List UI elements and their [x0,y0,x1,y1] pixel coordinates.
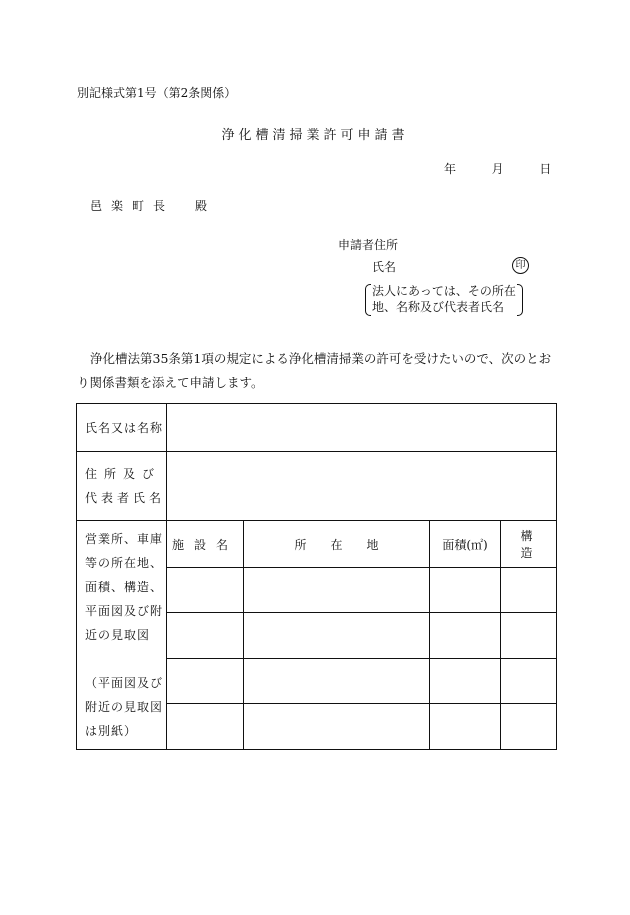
bracket-right [517,284,523,316]
facility-location-cell[interactable] [244,704,430,750]
address-label-line-2: 代表者氏名 [85,491,166,505]
corp-note-line-2: 地、名称及び代表者氏名 [372,300,505,314]
facility-structure-cell[interactable] [501,704,557,750]
facility-name-cell[interactable] [167,704,244,750]
facility-location-cell[interactable] [244,659,430,704]
row-address [77,452,557,521]
header-facility-name: 施設名 [167,521,244,568]
corporation-note [366,283,522,315]
facility-name-cell[interactable] [167,568,244,613]
bracket-left [365,284,371,316]
facility-area-cell[interactable] [430,704,501,750]
address-input-cell[interactable] [167,452,557,521]
application-table [76,403,557,750]
name-label-cell [77,404,167,452]
address-label-line-1: 住所及び [85,467,162,481]
facility-name-cell[interactable] [167,659,244,704]
facility-note-line-2: 附近の見取図 [85,700,164,714]
name-label: 氏名又は名称 [85,420,164,435]
facility-label-line-5: 近の見取図 [85,628,151,642]
facility-note-line-1: （平面図及び [85,676,164,690]
form-reference: 別記様式第1号（第2条関係） [77,86,237,100]
facility-label-line-4: 平面図及び附 [85,604,164,618]
facility-area-cell[interactable] [430,568,501,613]
row-name [77,404,557,452]
facility-structure-cell[interactable] [501,659,557,704]
name-input-cell[interactable] [167,404,557,452]
facility-structure-cell[interactable] [501,568,557,613]
applicant-name-label: 氏名 [372,260,397,274]
date-year-label: 年 [444,162,457,176]
addressee: 邑楽町長 殿 [90,199,217,213]
seal-icon: 印 [512,257,529,274]
document-title: 浄化槽清掃業許可申請書 [221,128,409,143]
applicant-address-label: 申請者住所 [338,238,399,252]
date-day-label: 日 [539,162,552,176]
address-label-cell [77,452,167,521]
facility-label-line-3: 面積、構造、 [85,580,164,594]
header-location: 所 在 地 [244,521,430,568]
date-line [444,160,551,177]
facility-note-line-3: は別紙） [85,724,138,738]
facility-structure-cell[interactable] [501,613,557,659]
facility-label-cell [77,521,167,750]
facility-area-cell[interactable] [430,659,501,704]
date-month-label: 月 [491,162,504,176]
facility-location-cell[interactable] [244,568,430,613]
facility-label-line-1: 営業所、車庫 [85,532,164,546]
header-area: 面積(㎡) [430,521,501,568]
facility-name-cell[interactable] [167,613,244,659]
facility-location-cell[interactable] [244,613,430,659]
facility-area-cell[interactable] [430,613,501,659]
facility-label-line-2: 等の所在地、 [85,556,164,570]
application-statement: 浄化槽法第35条第1項の規定による浄化槽清掃業の許可を受けたいので、次のとおり関係書類を添えて申請します。 [77,351,552,390]
header-structure: 構造 [501,521,557,568]
corp-note-line-1: 法人にあっては、その所在 [372,284,516,298]
facility-header-row [77,521,557,568]
